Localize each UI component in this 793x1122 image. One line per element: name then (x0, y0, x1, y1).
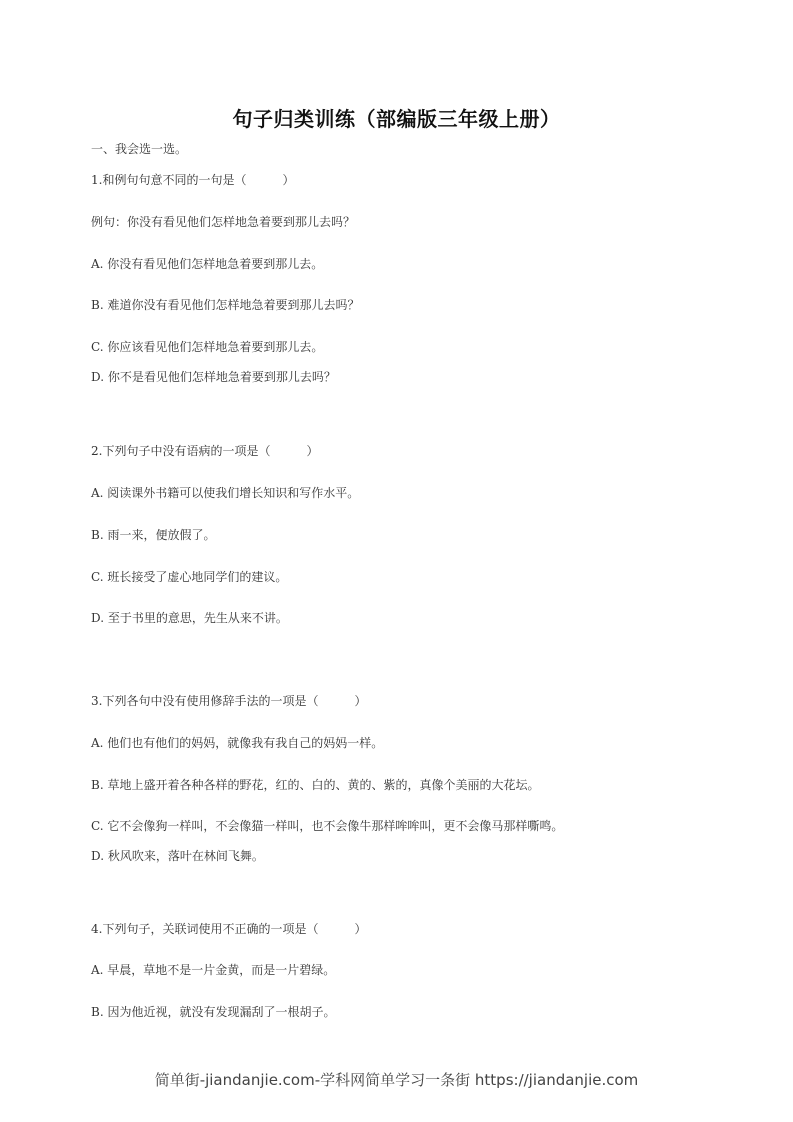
question-3-stem: 3.下列各句中没有使用修辞手法的一项是（ ） (91, 694, 367, 708)
question-3-option-d: D. 秋风吹来，落叶在林间飞舞。 (91, 849, 264, 863)
question-1-stem: 1.和例句句意不同的一句是（ ） (91, 173, 295, 187)
question-4-option-a: A. 早晨，草地不是一片金黄，而是一片碧绿。 (91, 963, 336, 977)
question-1-option-c: C. 你应该看见他们怎样地急着要到那儿去。 (91, 340, 324, 354)
question-4-stem: 4.下列句子，关联词使用不正确的一项是（ ） (91, 922, 367, 936)
footer-watermark: 简单街-jiandanjie.com-学科网简单学习一条街 https://jiandanjie.com (154, 1071, 639, 1089)
question-4-option-b: B. 因为他近视，就没有发现漏刮了一根胡子。 (91, 1005, 336, 1019)
question-2-option-a: A. 阅读课外书籍可以使我们增长知识和写作水平。 (91, 486, 360, 500)
question-1-option-b: B. 难道你没有看见他们怎样地急着要到那儿去吗？ (91, 298, 360, 312)
question-2-stem: 2.下列句子中没有语病的一项是（ ） (91, 444, 319, 458)
question-3-option-c: C. 它不会像狗一样叫，不会像猫一样叫，也不会像牛那样哞哞叫，更不会像马那样嘶鸣。 (91, 819, 564, 833)
question-1-option-d: D. 你不是看见他们怎样地急着要到那儿去吗？ (91, 370, 336, 384)
question-2-option-b: B. 雨一来，便放假了。 (91, 528, 216, 542)
question-3-option-b: B. 草地上盛开着各种各样的野花，红的、白的、黄的、紫的，真像个美丽的大花坛。 (91, 778, 540, 792)
page-title: 句子归类训练（部编版三年级上册） (232, 107, 561, 131)
question-1-option-a: A. 你没有看见他们怎样地急着要到那儿去。 (91, 257, 324, 271)
question-3-option-a: A. 他们也有他们的妈妈，就像我有我自己的妈妈一样。 (91, 736, 384, 750)
question-2-option-d: D. 至于书里的意思，先生从来不讲。 (91, 611, 288, 625)
section-heading: 一、我会选一选。 (91, 142, 188, 156)
question-2-option-c: C. 班长接受了虚心地同学们的建议。 (91, 570, 288, 584)
question-1-example: 例句：你没有看见他们怎样地急着要到那儿去吗？ (91, 215, 356, 229)
